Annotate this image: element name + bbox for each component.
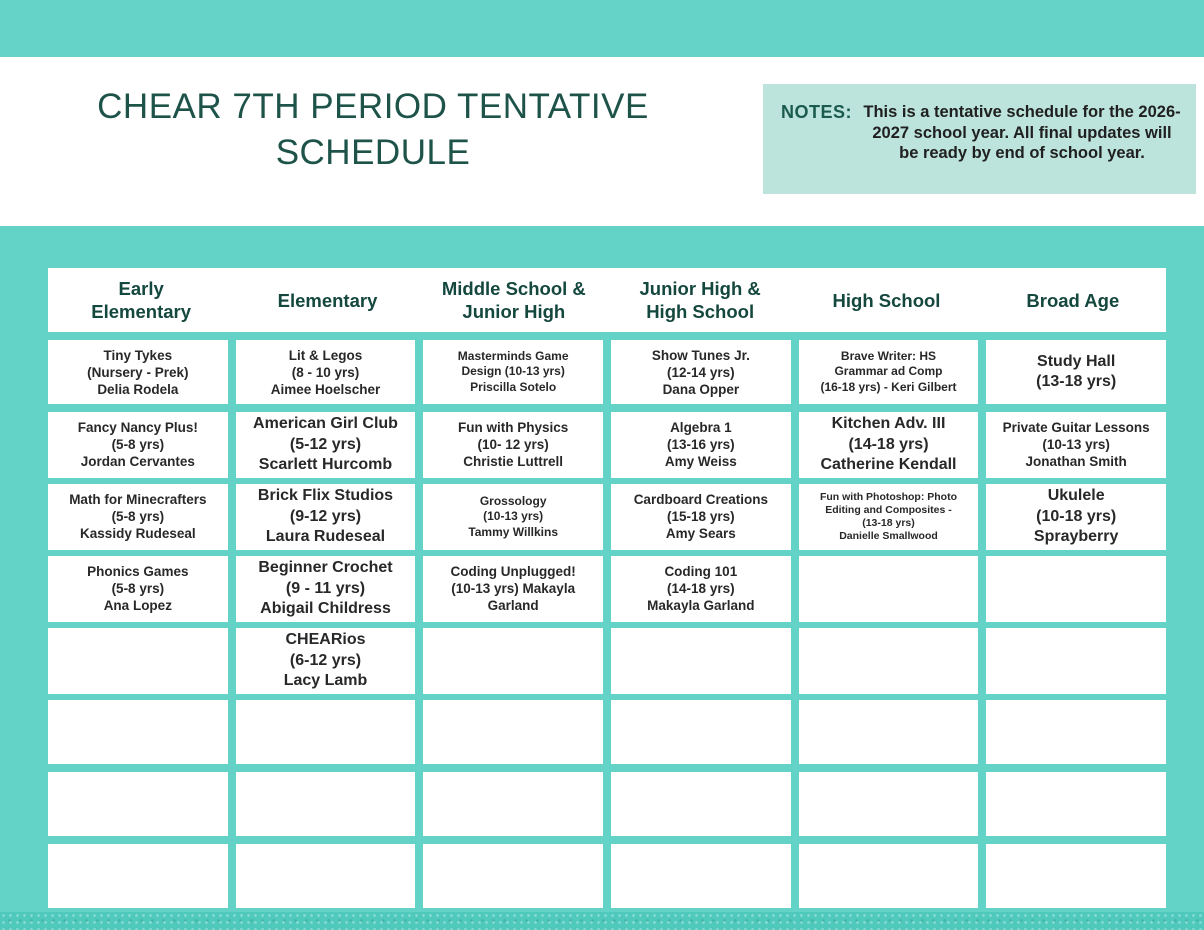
schedule-cell [236, 556, 416, 622]
column-header: Broad Age [1026, 289, 1120, 311]
schedule-cell-line: Fun with Physics [458, 420, 569, 436]
schedule-cell-empty [48, 772, 228, 836]
schedule-cell-line: (12-14 yrs) [667, 364, 735, 380]
top-accent-bar [0, 0, 1204, 57]
schedule-cell-line: Cardboard Creations [633, 492, 768, 508]
schedule-cell-line: Ana Lopez [103, 598, 172, 614]
schedule-cell [48, 484, 228, 550]
schedule-cell-line: Masterminds Game [457, 348, 569, 363]
schedule-area [0, 226, 1204, 930]
schedule-row [48, 340, 1166, 404]
schedule-cell-line: Beginner Crochet [258, 559, 393, 576]
schedule-cell-line: Dana Opper [662, 381, 740, 397]
schedule-cell-line: Coding 101 [664, 564, 738, 580]
schedule-cell-empty [799, 628, 979, 694]
schedule-cell [799, 484, 979, 550]
schedule-cell-line: (13-18 yrs) [1036, 373, 1117, 390]
schedule-cell-line: Design (10-13 yrs) [461, 364, 565, 379]
schedule-cell-empty [611, 628, 791, 694]
schedule-row [48, 772, 1166, 836]
schedule-cell-empty [236, 844, 416, 908]
schedule-cell [986, 484, 1166, 550]
schedule-cell [611, 412, 791, 478]
bottom-texture-strip [0, 912, 1204, 930]
schedule-row [48, 412, 1166, 476]
schedule-row [48, 844, 1166, 908]
schedule-cell-line: (5-8 yrs) [111, 437, 165, 453]
schedule-cell-line: Abigail Childress [260, 600, 391, 617]
schedule-cell [423, 340, 603, 404]
schedule-cell-line: Lacy Lamb [283, 672, 368, 689]
schedule-cell-empty [423, 772, 603, 836]
schedule-cell-line: (13-16 yrs) [667, 437, 735, 453]
schedule-cell-empty [423, 628, 603, 694]
schedule-cell-line: (6-12 yrs) [289, 651, 362, 669]
schedule-cell-line: (5-8 yrs) [111, 581, 165, 597]
schedule-cell-empty [799, 772, 979, 836]
schedule-cell-line: Fun with Photoshop: Photo [819, 490, 958, 503]
schedule-cell-line: (10-13 yrs) Makayla [451, 581, 576, 597]
schedule-cell-line: (9 - 11 yrs) [285, 579, 366, 597]
schedule-cell-line: Laura Rudeseal [265, 528, 386, 545]
schedule-cell-empty [986, 844, 1166, 908]
schedule-cell-line: Coding Unplugged! [450, 564, 576, 580]
schedule-cell-line: Delia Rodela [97, 381, 179, 397]
schedule-cell-line: Tammy Willkins [468, 524, 559, 539]
schedule-cell-empty [986, 700, 1166, 764]
schedule-cell [48, 556, 228, 622]
schedule-grid [48, 268, 1166, 916]
schedule-cell [48, 340, 228, 404]
schedule-cell-empty [236, 772, 416, 836]
schedule-cell-line: Danielle Smallwood [839, 529, 938, 542]
schedule-cell-line: (13-18 yrs) [862, 516, 915, 529]
schedule-cell-line: Grossology [479, 493, 547, 508]
schedule-cell-empty [423, 700, 603, 764]
schedule-cell-line: Algebra 1 [670, 420, 732, 436]
schedule-cell-line: (14-18 yrs) [667, 581, 735, 597]
schedule-cell-line: Show Tunes Jr. [651, 347, 750, 363]
schedule-cell-empty [48, 700, 228, 764]
schedule-cell-line: Sprayberry [1033, 528, 1119, 545]
schedule-cell-empty [48, 628, 228, 694]
schedule-row [48, 484, 1166, 548]
schedule-cell-line: Ukulele [1047, 487, 1105, 504]
schedule-row [48, 628, 1166, 692]
schedule-cell-line: Amy Weiss [664, 454, 737, 470]
schedule-cell-line: (10-13 yrs) [483, 509, 544, 523]
schedule-cell [236, 628, 416, 694]
schedule-cell-line: Editing and Composites - [825, 503, 952, 516]
schedule-cell-line: (14-18 yrs) [848, 435, 929, 453]
schedule-cell-line: Lit & Legos [288, 347, 363, 363]
schedule-cell-line: Jonathan Smith [1025, 454, 1127, 470]
schedule-cell-line: Math for Minecrafters [69, 492, 207, 508]
schedule-cell-line: (10-18 yrs) [1036, 507, 1117, 525]
schedule-cell-line: Makayla Garland [647, 598, 755, 614]
schedule-cell-line: Catherine Kendall [820, 456, 957, 473]
column-header: Junior High & High School [639, 278, 761, 322]
schedule-cell-line: Kassidy Rudeseal [80, 526, 196, 542]
schedule-cell-line: Kitchen Adv. III [831, 415, 946, 432]
schedule-cell-empty [986, 628, 1166, 694]
schedule-cell-line: Grammar ad Comp [834, 364, 943, 379]
column-header: Elementary [277, 289, 378, 311]
notes-text: This is a tentative schedule for the 2026-2027 school year. All final updates will be ready by end of school year. [863, 103, 1181, 162]
notes-box [763, 84, 1196, 194]
schedule-cell-line: Christie Luttrell [463, 454, 564, 470]
schedule-cell-line: Private Guitar Lessons [1002, 420, 1150, 436]
schedule-cell-line: Amy Sears [665, 526, 736, 542]
schedule-cell [986, 412, 1166, 478]
schedule-cell-empty [799, 844, 979, 908]
schedule-row [48, 700, 1166, 764]
column-header: High School [832, 289, 941, 311]
schedule-cell-line: Phonics Games [87, 564, 189, 580]
schedule-cell [611, 556, 791, 622]
schedule-cell-line: Brave Writer: HS [840, 348, 937, 363]
schedule-cell-line: (10-13 yrs) [1042, 437, 1110, 453]
schedule-cell-line: Scarlett Hurcomb [258, 456, 393, 473]
schedule-cell-empty [48, 844, 228, 908]
schedule-cell-empty [799, 556, 979, 622]
schedule-cell-empty [986, 556, 1166, 622]
schedule-cell [423, 556, 603, 622]
schedule-cell-line: Fancy Nancy Plus! [77, 420, 198, 436]
column-header: Early Elementary [91, 278, 192, 322]
schedule-cell-line: American Girl Club [253, 415, 398, 432]
schedule-cell [986, 340, 1166, 404]
schedule-cell [423, 412, 603, 478]
schedule-cell-line: (10- 12 yrs) [477, 437, 549, 453]
schedule-row [48, 556, 1166, 620]
schedule-cell-line: CHEARios [285, 631, 366, 648]
schedule-cell-line: (16-18 yrs) - Keri Gilbert [820, 379, 957, 394]
schedule-cell-empty [236, 700, 416, 764]
notes-label: NOTES: [781, 102, 853, 122]
schedule-cell-empty [423, 844, 603, 908]
schedule-cell-empty [986, 772, 1166, 836]
schedule-cell-line: (8 - 10 yrs) [291, 364, 360, 380]
schedule-cell [236, 412, 416, 478]
schedule-cell-line: Brick Flix Studios [257, 487, 394, 504]
schedule-cell-empty [611, 700, 791, 764]
schedule-cell [799, 412, 979, 478]
schedule-cell-line: (Nursery - Prek) [87, 364, 189, 380]
schedule-cell-line: Priscilla Sotelo [470, 379, 557, 394]
schedule-cell [423, 484, 603, 550]
page-title: CHEAR 7TH PERIOD TENTATIVE SCHEDULE [97, 87, 649, 172]
schedule-cell [611, 340, 791, 404]
schedule-cell-line: Study Hall [1037, 352, 1116, 370]
schedule-cell [611, 484, 791, 550]
schedule-header-row [48, 268, 1166, 332]
schedule-cell-line: (5-8 yrs) [111, 509, 165, 525]
schedule-cell [799, 340, 979, 404]
schedule-cell-line: Garland [487, 598, 539, 614]
schedule-cell-line: (9-12 yrs) [289, 507, 362, 525]
schedule-cell [236, 340, 416, 404]
schedule-cell-empty [611, 772, 791, 836]
schedule-cell-line: Aimee Hoelscher [270, 381, 381, 397]
schedule-cell-empty [611, 844, 791, 908]
schedule-cell-line: Jordan Cervantes [80, 454, 195, 470]
schedule-cell [236, 484, 416, 550]
schedule-cell [48, 412, 228, 478]
schedule-cell-empty [799, 700, 979, 764]
schedule-cell-line: Tiny Tykes [103, 347, 173, 363]
schedule-cell-line: (5-12 yrs) [289, 435, 362, 453]
schedule-cell-line: (15-18 yrs) [667, 509, 735, 525]
column-header: Middle School & Junior High [441, 278, 586, 322]
